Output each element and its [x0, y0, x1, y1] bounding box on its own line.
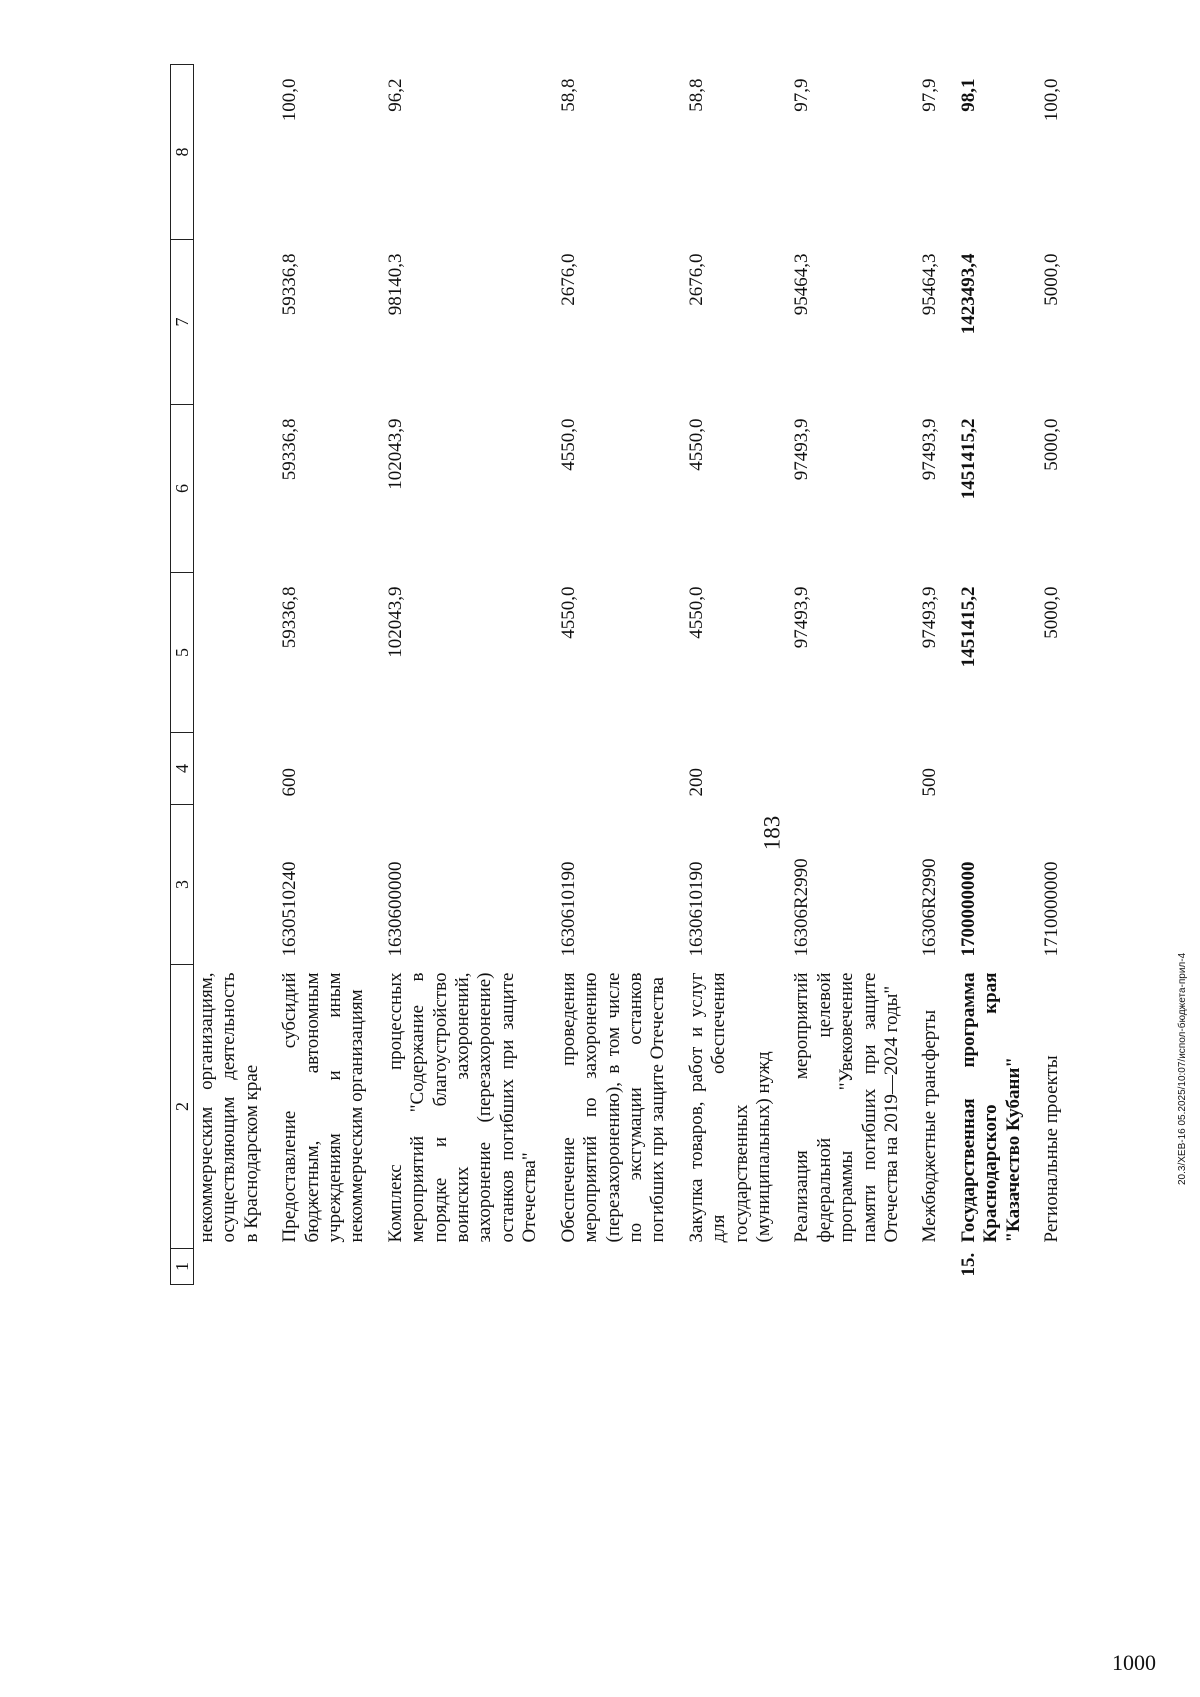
row-number	[907, 1249, 945, 1285]
table-row	[194, 65, 268, 1285]
row-code: 16306R2990	[791, 858, 813, 957]
row-number: 15.	[957, 1252, 979, 1277]
row-value-6: 97493,9	[791, 418, 813, 481]
row-value-5	[194, 573, 268, 733]
row-type: 600	[279, 768, 301, 797]
row-number	[674, 1249, 780, 1285]
row-name: Реализация мероприятий федеральной целевой программы "Увековечение памяти погибших при защите Отечества на 2019—2024 годы"	[791, 972, 902, 1243]
table-row	[907, 65, 945, 1285]
table-row	[674, 65, 780, 1285]
row-value-6	[194, 405, 268, 573]
row-value-5: 4550,0	[557, 586, 579, 639]
row-name: некоммерческим организациям, осуществляющим деятельность в Краснодарском крае	[196, 972, 262, 1243]
row-number	[373, 1249, 546, 1285]
row-type: 200	[685, 768, 707, 797]
row-type	[779, 733, 907, 805]
row-value-5: 97493,9	[791, 586, 813, 649]
table-row-program	[946, 65, 1029, 1285]
row-value-6: 59336,8	[279, 418, 301, 481]
rotated-table-container	[170, 65, 1080, 1285]
row-value-7	[194, 240, 268, 405]
row-number	[779, 1249, 907, 1285]
budget-table	[170, 64, 1067, 1285]
column-number-header	[171, 65, 194, 1285]
row-code: 16306R2990	[919, 858, 941, 957]
row-code: 1630610190	[557, 861, 579, 957]
row-type: 500	[919, 768, 941, 797]
row-number	[1029, 1249, 1067, 1285]
row-value-7: 95464,3	[791, 253, 813, 316]
row-value-6: 4550,0	[685, 418, 707, 471]
row-value-7: 1423493,4	[957, 253, 979, 335]
row-value-8: 100,0	[279, 78, 301, 122]
table-row	[546, 65, 674, 1285]
row-code: 1700000000	[957, 861, 979, 957]
row-value-8: 98,1	[957, 78, 979, 112]
row-type	[946, 733, 1029, 805]
column-header: 1	[171, 1249, 194, 1285]
row-value-8: 97,9	[791, 78, 813, 112]
row-value-5: 4550,0	[685, 586, 707, 639]
row-value-7: 59336,8	[279, 253, 301, 316]
column-header: 3	[171, 805, 194, 965]
row-value-6: 1451415,2	[957, 418, 979, 500]
row-value-8: 58,8	[685, 78, 707, 112]
column-header: 4	[171, 733, 194, 805]
column-header: 7	[171, 240, 194, 405]
row-name: Региональные проекты	[1041, 1055, 1062, 1243]
sheet-number: 1000	[1112, 1650, 1156, 1675]
row-code: 1630510240	[279, 861, 301, 957]
row-value-7: 98140,3	[384, 253, 406, 316]
row-value-8: 58,8	[557, 78, 579, 112]
row-value-5: 59336,8	[279, 586, 301, 649]
column-header: 5	[171, 573, 194, 733]
row-code: 1710000000	[1041, 861, 1062, 957]
row-value-5: 1451415,2	[957, 586, 979, 668]
row-value-6: 5000,0	[1041, 418, 1062, 471]
table-row	[1029, 65, 1067, 1285]
row-number	[194, 1249, 268, 1285]
row-value-6: 102043,9	[384, 418, 406, 490]
column-header: 8	[171, 65, 194, 240]
footer-code: 20.3/XEB-16 05.2025/10:07/испол-бюджета-прил-4	[1177, 952, 1188, 1185]
row-value-7: 2676,0	[685, 253, 707, 306]
column-header: 2	[171, 965, 194, 1249]
row-number	[546, 1249, 674, 1285]
row-value-6: 4550,0	[557, 418, 579, 471]
row-value-5: 102043,9	[384, 586, 406, 658]
row-type	[546, 733, 674, 805]
row-value-5: 5000,0	[1041, 586, 1062, 639]
row-value-8: 100,0	[1041, 78, 1062, 122]
table-row	[779, 65, 907, 1285]
row-value-7: 95464,3	[919, 253, 941, 316]
row-value-8: 96,2	[384, 78, 406, 112]
row-code: 1630610190	[685, 861, 707, 957]
row-name: Межбюджетные трансферты	[919, 1009, 941, 1243]
row-value-7: 2676,0	[557, 253, 579, 306]
row-value-6: 97493,9	[919, 418, 941, 481]
row-name: Обеспечение проведения мероприятий по захоронению (перезахоронению), в том числе по эксгумации останков погибших при защите Отечества	[557, 972, 669, 1243]
row-value-5: 97493,9	[919, 586, 941, 649]
table-row	[267, 65, 373, 1285]
row-number	[267, 1249, 373, 1285]
row-value-8	[194, 65, 268, 240]
row-name: Закупка товаров, работ и услуг для обеспечения государственных (муниципальных) нужд	[685, 972, 774, 1243]
row-type	[373, 733, 546, 805]
table-row	[373, 65, 546, 1285]
row-type	[1029, 733, 1067, 805]
row-name: Государственная программа Краснодарского края "Казачество Кубани"	[957, 972, 1024, 1243]
row-name: Комплекс процессных мероприятий "Содержание в порядке и благоустройство воинских захоронений, захоронение (перезахоронение) останков погибших при защите Отечества"	[384, 972, 541, 1243]
row-name: Предоставление субсидий бюджетным, автономным учреждениям и иным некоммерческим организациям	[279, 972, 368, 1243]
row-type	[194, 733, 268, 805]
row-code: 1630600000	[384, 861, 406, 957]
row-value-7: 5000,0	[1041, 253, 1062, 306]
row-value-8: 97,9	[919, 78, 941, 112]
page-number: 183	[759, 815, 785, 851]
row-code	[194, 805, 268, 965]
column-header: 6	[171, 405, 194, 573]
